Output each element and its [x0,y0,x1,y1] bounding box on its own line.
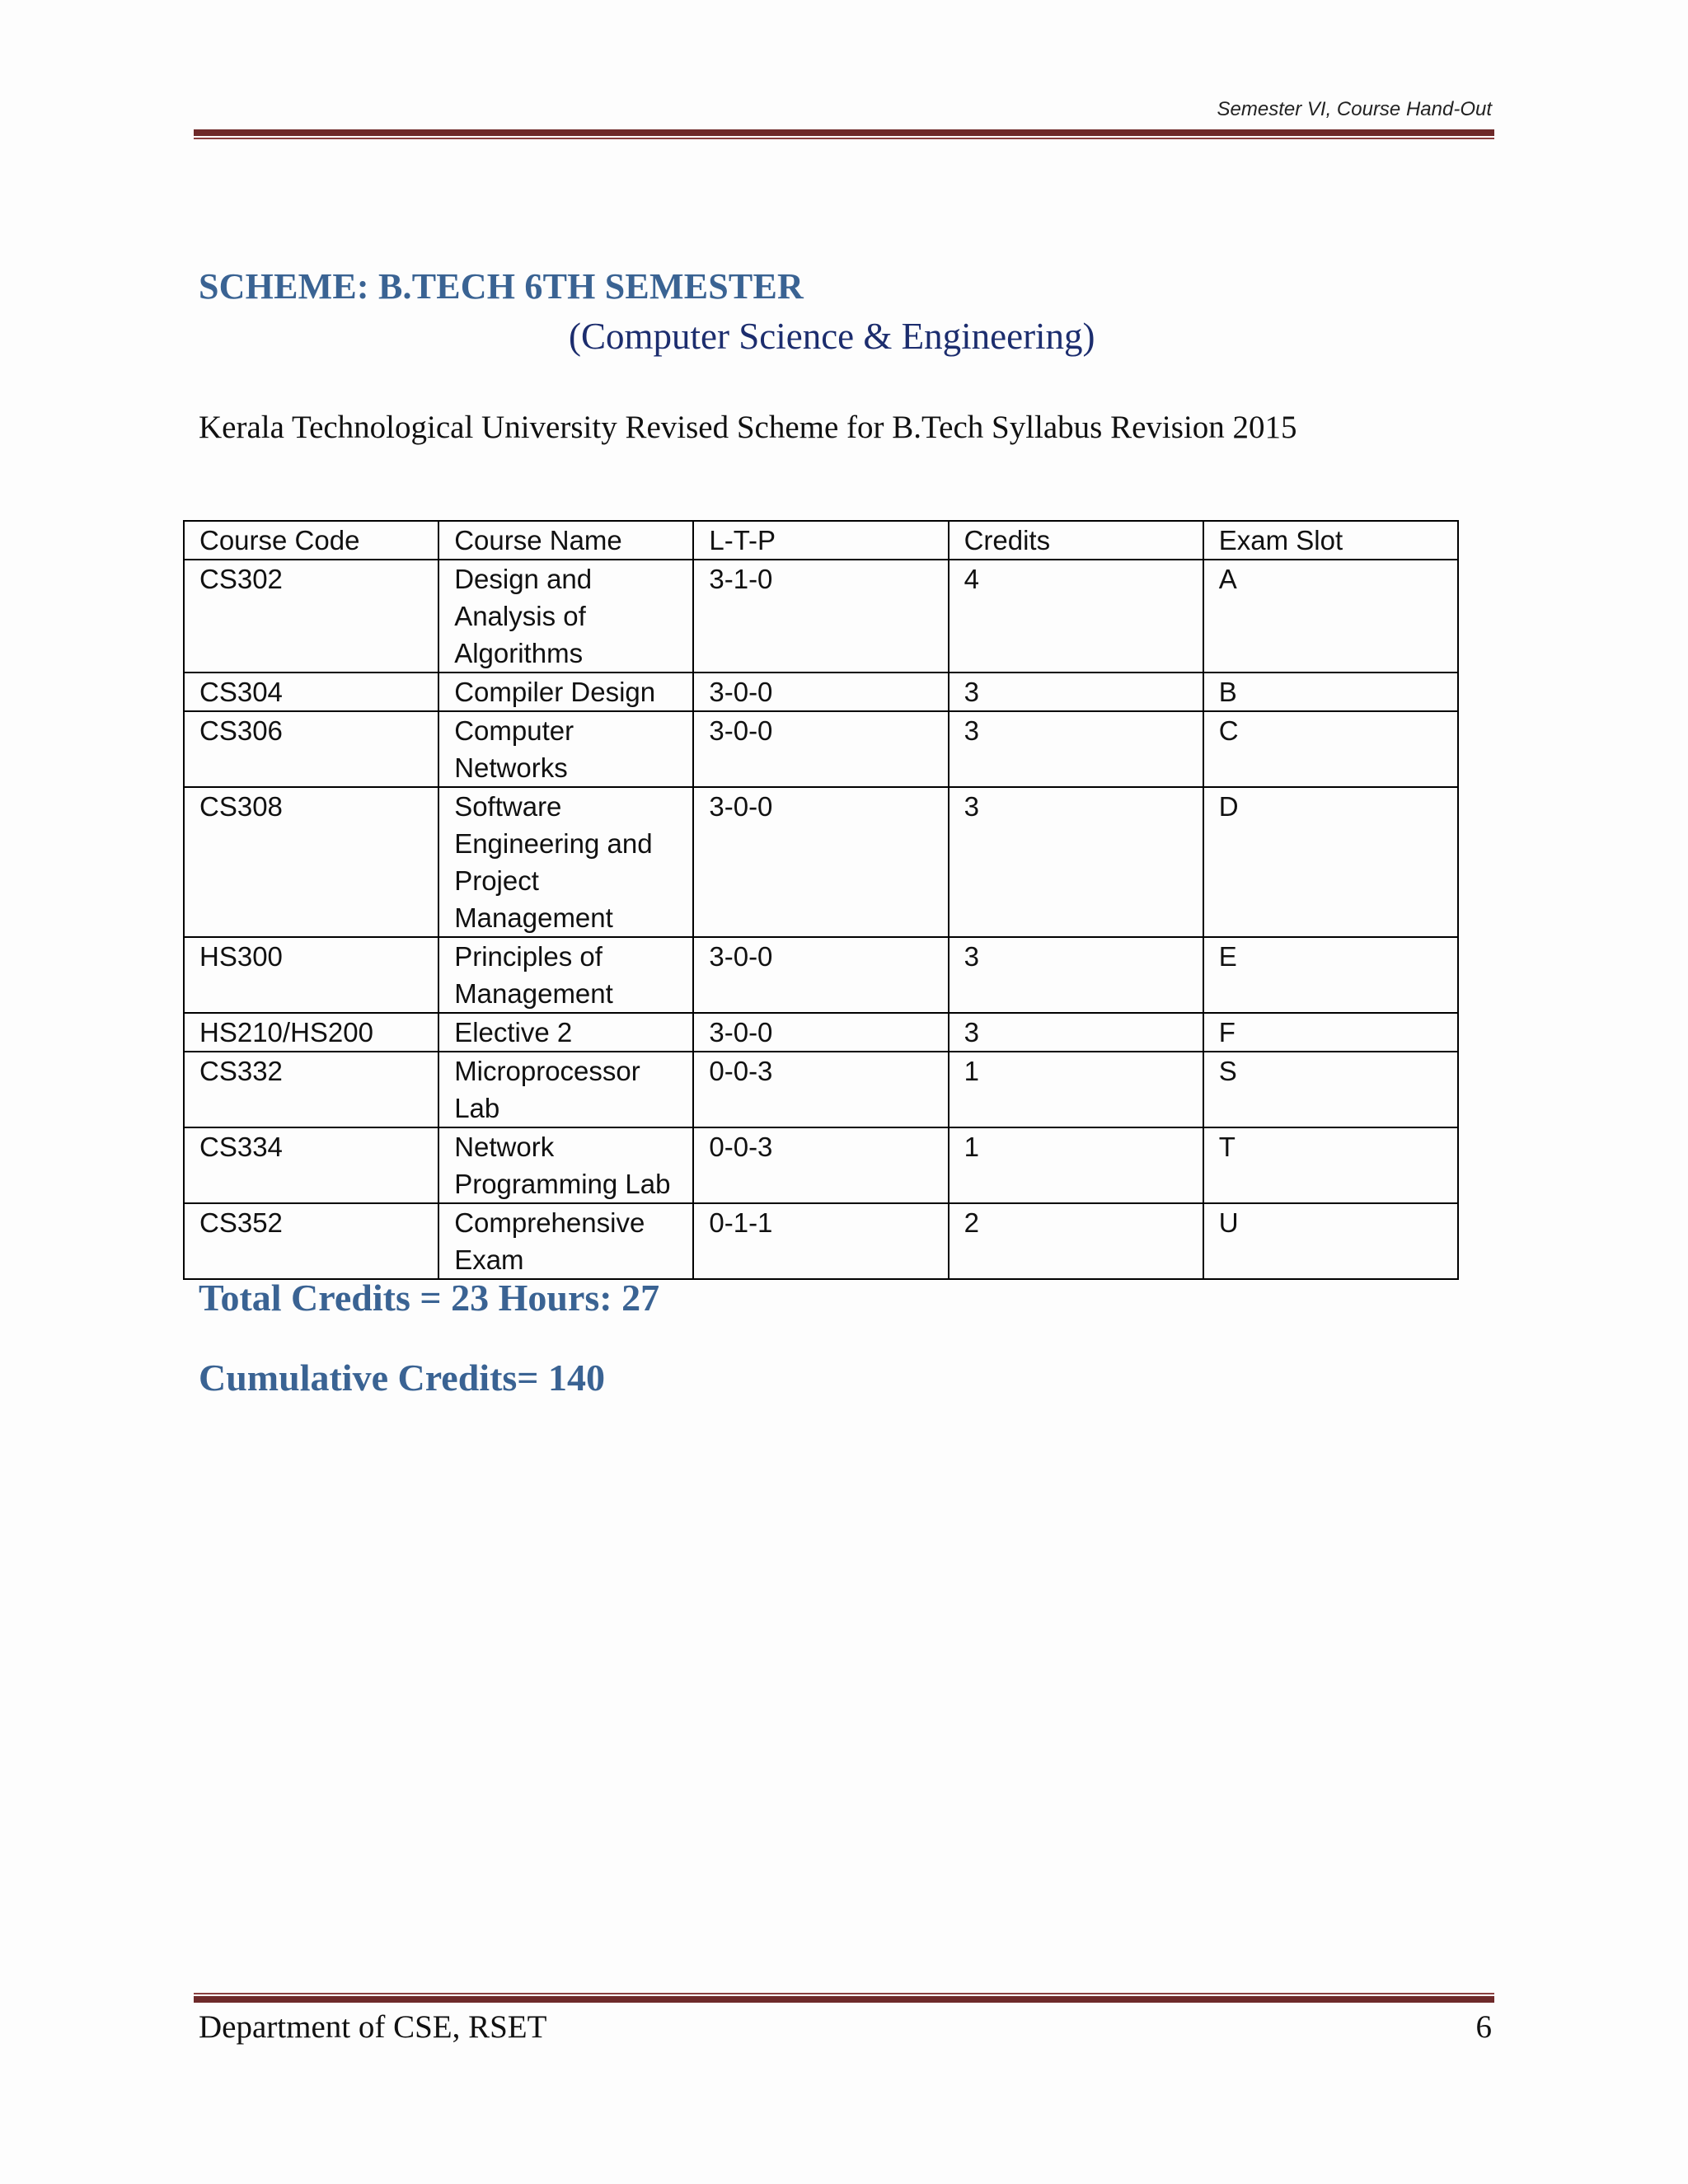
column-header-ltp: L-T-P [693,521,948,560]
ltp-cell: 3-0-0 [693,937,948,1013]
course-name-cell: Principles of Management [438,937,693,1013]
credits-cell: 1 [949,1127,1203,1203]
ltp-cell: 0-1-1 [693,1203,948,1279]
course-name-cell: Compiler Design [438,673,693,711]
scheme-title: SCHEME: B.TECH 6TH SEMESTER [199,266,804,307]
ltp-cell: 3-0-0 [693,673,948,711]
table-row [184,1013,1458,1052]
footer-rule-thin [194,1993,1494,1994]
course-code-cell: HS210/HS200 [184,1013,438,1052]
course-name-cell: Computer Networks [438,711,693,787]
column-header-credits: Credits [949,521,1203,560]
course-name-cell: Comprehensive Exam [438,1203,693,1279]
course-name-cell: Network Programming Lab [438,1127,693,1203]
table-row [184,787,1458,937]
running-header: Semester VI, Course Hand-Out [1217,98,1492,120]
total-credits: Total Credits = 23 Hours: 27 [199,1277,660,1319]
table-row [184,711,1458,787]
credits-cell: 2 [949,1203,1203,1279]
exam-slot-cell: D [1203,787,1458,937]
course-name-cell: Elective 2 [438,1013,693,1052]
course-name-cell: Design and Analysis of Algorithms [438,560,693,673]
course-code-cell: CS306 [184,711,438,787]
exam-slot-cell: U [1203,1203,1458,1279]
exam-slot-cell: B [1203,673,1458,711]
ltp-cell: 3-1-0 [693,560,948,673]
credits-cell: 3 [949,937,1203,1013]
course-code-cell: CS352 [184,1203,438,1279]
intro-text: Kerala Technological University Revised Scheme for B.Tech Syllabus Revision 2015 [199,410,1297,445]
header-rule [194,129,1494,139]
table-row [184,1127,1458,1203]
exam-slot-cell: A [1203,560,1458,673]
table-row [184,673,1458,711]
exam-slot-cell: C [1203,711,1458,787]
course-code-cell: CS334 [184,1127,438,1203]
column-header-exam-slot: Exam Slot [1203,521,1458,560]
ltp-cell: 3-0-0 [693,787,948,937]
column-header-course-name: Course Name [438,521,693,560]
ltp-cell: 0-0-3 [693,1052,948,1127]
ltp-cell: 0-0-3 [693,1127,948,1203]
course-code-cell: CS308 [184,787,438,937]
credits-cell: 3 [949,673,1203,711]
table-header-row [184,521,1458,560]
page-number: 6 [1475,2009,1492,2045]
credits-cell: 3 [949,711,1203,787]
table-row [184,560,1458,673]
footer-department: Department of CSE, RSET [199,2009,547,2045]
cumulative-credits: Cumulative Credits= 140 [199,1357,606,1399]
footer-rule [194,1993,1494,2003]
course-code-cell: CS302 [184,560,438,673]
course-code-cell: CS332 [184,1052,438,1127]
credits-cell: 3 [949,787,1203,937]
ltp-cell: 3-0-0 [693,711,948,787]
ltp-cell: 3-0-0 [693,1013,948,1052]
header-rule-thick [194,129,1494,136]
department-subtitle: (Computer Science & Engineering) [569,316,1095,357]
exam-slot-cell: S [1203,1052,1458,1127]
exam-slot-cell: T [1203,1127,1458,1203]
header-rule-thin [194,138,1494,139]
course-table [183,520,1459,1280]
course-name-cell: Microprocessor Lab [438,1052,693,1127]
credits-cell: 4 [949,560,1203,673]
exam-slot-cell: E [1203,937,1458,1013]
course-code-cell: HS300 [184,937,438,1013]
credits-cell: 1 [949,1052,1203,1127]
table-row [184,1203,1458,1279]
exam-slot-cell: F [1203,1013,1458,1052]
column-header-course-code: Course Code [184,521,438,560]
table-row [184,937,1458,1013]
footer-rule-thick [194,1996,1494,2003]
credits-cell: 3 [949,1013,1203,1052]
table-row [184,1052,1458,1127]
course-code-cell: CS304 [184,673,438,711]
course-name-cell: Software Engineering and Project Management [438,787,693,937]
